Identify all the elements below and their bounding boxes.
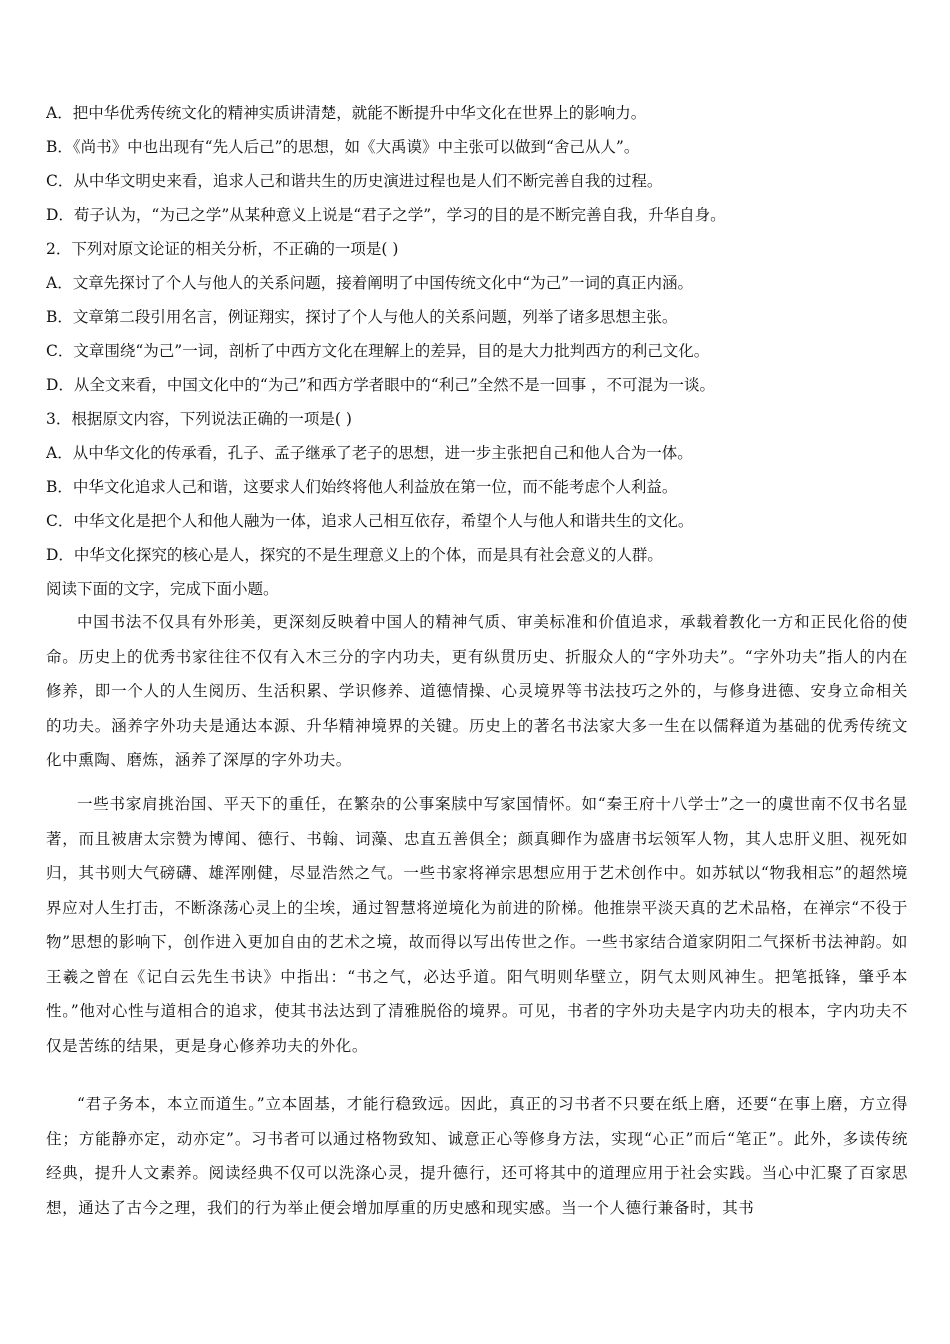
passage-paragraph-2: 一些书家肩挑治国、平天下的重任，在繁杂的公事案牍中写家国情怀。如“秦王府十八学士”之一的虞世南不仅书名显著，而且被唐太宗赞为博闻、德行、书翰、词藻、忠直五善俱全；颜真卿作为盛唐书坛领军人物，其人忠肝义胆、视死如归，其书则大气磅礴、雄浑刚健，尽显浩然之气。一些书家将禅宗思想应用于艺术创作中。如苏轼以“物我相忘”的超然境界应对人生打击，不断涤荡心灵上的尘埃，通过智慧将逆境化为前进的阶梯。他推崇平淡天真的艺术品格，在禅宗“不役于物”思想的影响下，创作进入更加自由的艺术之境，故而得以写出传世之作。一些书家结合道家阴阳二气探析书法神韵。如王羲之曾在《记白云先生书诀》中指出：“书之气，必达乎道。阳气明则华壁立，阴气太则风神生。把笔抵锋，肇乎本性。”他对心性与道相合的追求，使其书法达到了清雅脱俗的境界。可见，书者的字外功夫是字内功夫的根本，字内功夫不仅是苦练的结果，更是身心修养功夫的外化。 [46, 795, 908, 1055]
reading-instruction: 阅读下面的文字，完成下面小题。 [46, 580, 279, 598]
passage-paragraph-3: “君子务本，本立而道生。”立本固基，才能行稳致远。因此，真正的习书者不只要在纸上磨，还要“在事上磨，方立得住；方能静亦定，动亦定”。习书者可以通过格物致知、诚意正心等修身方法，实现“心正”而后“笔正”。此外，多读传统经典，提升人文素养。阅读经典不仅可以洗涤心灵，提升德行，还可将其中的道理应用于社会实践。当心中汇聚了百家思想，通达了古今之理，我们的行为举止便会增加厚重的历史感和现实感。当一个人德行兼备时，其书 [46, 1095, 908, 1217]
q3-option-b: B．中华文化追求人己和谐，这要求人们始终将他人利益放在第一位，而不能考虑个人利益。 [46, 478, 678, 496]
q2-stem: 2．下列对原文论证的相关分析，不正确的一项是( ) [46, 240, 399, 258]
q3-option-c: C．中华文化是把个人和他人融为一体，追求人己相互依存，希望个人与他人和谐共生的文化。 [46, 512, 694, 530]
q2-option-b: B．文章第二段引用名言，例证翔实，探讨了个人与他人的关系问题，列举了诸多思想主张。 [46, 308, 678, 326]
q1-option-b: B．《尚书》中也出现有“先人后己”的思想，如《大禹谟》中主张可以做到“舍己从人”。 [46, 138, 640, 156]
q2-option-a: A．文章先探讨了个人与他人的关系问题，接着阐明了中国传统文化中“为己”一词的真正内涵。 [46, 274, 694, 292]
q1-option-d: D．荀子认为，“为己之学”从某种意义上说是“君子之学”，学习的目的是不断完善自我，升华自身。 [46, 206, 726, 224]
q3-option-a: A．从中华文化的传承看，孔子、孟子继承了老子的思想，进一步主张把自己和他人合为一体。 [46, 444, 693, 462]
q1-option-c: C．从中华文明史来看，追求人己和谐共生的历史演进过程也是人们不断完善自我的过程。 [46, 172, 663, 190]
q2-option-d: D．从全文来看，中国文化中的“为己”和西方学者眼中的“利己”全然不是一回事 ，不可混为一谈。 [46, 376, 716, 394]
q3-option-d: D．中华文化探究的核心是人，探究的不是生理意义上的个体，而是具有社会意义的人群。 [46, 546, 663, 564]
passage-paragraph-1: 中国书法不仅具有外形美，更深刻反映着中国人的精神气质、审美标准和价值追求，承载着教化一方和正民化俗的使命。历史上的优秀书家往往不仅有入木三分的字内功夫，更有纵贯历史、折服众人的“字外功夫”。“字外功夫”指人的内在修养，即一个人的人生阅历、生活积累、学识修养、道德情操、心灵境界等书法技巧之外的，与修身进德、安身立命相关的功夫。涵养字外功夫是通达本源、升华精神境界的关键。历史上的著名书法家大多一生在以儒释道为基础的优秀传统文化中熏陶、磨炼，涵养了深厚的字外功夫。 [46, 613, 908, 769]
q1-option-a: A．把中华优秀传统文化的精神实质讲清楚，就能不断提升中华文化在世界上的影响力。 [46, 104, 647, 122]
q3-stem: 3．根据原文内容，下列说法正确的一项是( ) [46, 410, 352, 428]
q2-option-c: C．文章围绕“为己”一词，剖析了中西方文化在理解上的差异，目的是大力批判西方的利己文化。 [46, 342, 710, 360]
